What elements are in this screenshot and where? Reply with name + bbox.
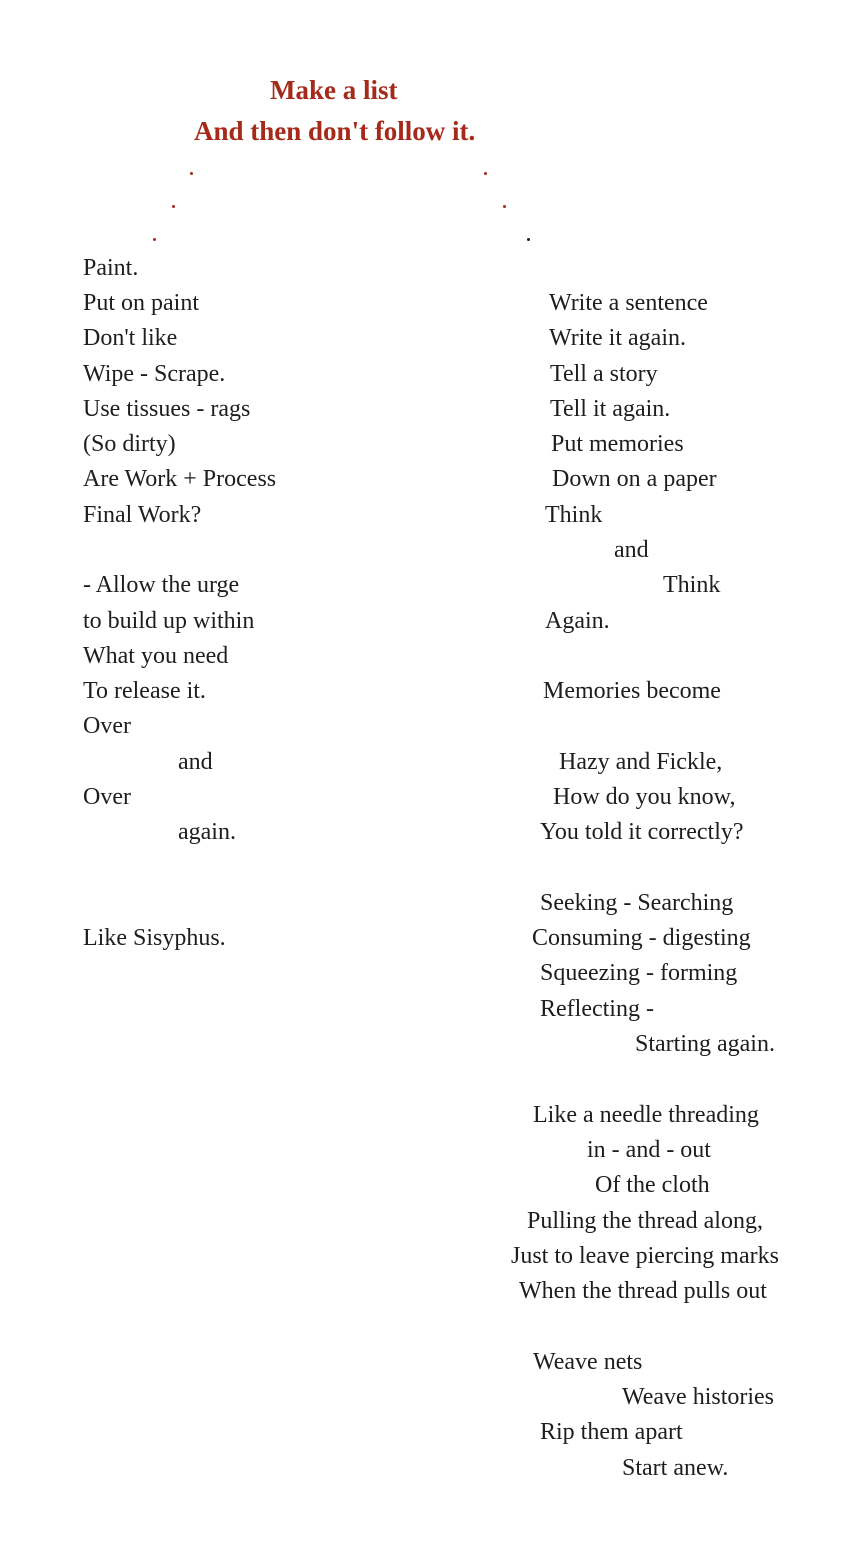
left-poem-line: Paint. (83, 255, 139, 281)
left-poem-line: Wipe - Scrape. (83, 361, 226, 387)
left-poem-line: and (178, 749, 213, 775)
right-poem-line: How do you know, (553, 784, 736, 810)
left-poem-line: Final Work? (83, 502, 202, 528)
decorative-dot (172, 205, 175, 208)
left-poem-line: Use tissues - rags (83, 396, 251, 422)
left-poem-line: To release it. (83, 678, 206, 704)
right-poem-line: Just to leave piercing marks (511, 1243, 779, 1269)
right-poem-line: in - and - out (587, 1137, 711, 1163)
left-poem-line: - Allow the urge (83, 572, 240, 598)
left-poem-line: to build up within (83, 608, 255, 634)
right-poem-line: Write it again. (549, 325, 686, 351)
right-poem-line: Tell it again. (550, 396, 671, 422)
decorative-dot (484, 172, 487, 175)
left-poem-line: again. (178, 819, 236, 845)
right-poem-line: Weave nets (533, 1349, 643, 1375)
right-poem-line: Tell a story (550, 361, 658, 387)
title-line-2: And then don't follow it. (194, 116, 476, 146)
right-poem-line: Put memories (551, 431, 684, 457)
right-poem-line: Seeking - Searching (540, 890, 734, 916)
left-poem-line: Are Work + Process (83, 466, 277, 492)
right-poem-line: Starting again. (635, 1031, 775, 1057)
right-poem-line: Again. (545, 608, 610, 634)
left-poem-line: (So dirty) (83, 431, 176, 457)
title-line-1: Make a list (270, 75, 398, 105)
right-poem-line: Reflecting - (540, 996, 654, 1022)
right-poem-line: Think (545, 502, 603, 528)
decorative-dot (153, 238, 156, 241)
left-poem-line: Over (83, 784, 131, 810)
right-poem-line: Memories become (543, 678, 721, 704)
right-poem-line: Down on a paper (552, 466, 717, 492)
left-poem-line: What you need (83, 643, 229, 669)
right-poem-line: Like a needle threading (533, 1102, 759, 1128)
right-poem-line: You told it correctly? (540, 819, 744, 845)
left-poem-line: Like Sisyphus. (83, 925, 226, 951)
right-poem-line: Of the cloth (595, 1172, 710, 1198)
decorative-dot (190, 172, 193, 175)
right-poem-line: When the thread pulls out (519, 1278, 767, 1304)
left-poem-line: Don't like (83, 325, 178, 351)
left-poem-line: Over (83, 713, 131, 739)
right-poem-line: Pulling the thread along, (527, 1208, 763, 1234)
decorative-dot (527, 238, 530, 241)
right-poem-line: Start anew. (622, 1455, 729, 1481)
right-poem-line: and (614, 537, 649, 563)
right-poem-line: Hazy and Fickle, (559, 749, 723, 775)
right-poem-line: Weave histories (622, 1384, 775, 1410)
right-poem-line: Write a sentence (549, 290, 708, 316)
decorative-dot (503, 205, 506, 208)
right-poem-line: Rip them apart (540, 1419, 683, 1445)
right-poem-line: Squeezing - forming (540, 960, 738, 986)
right-poem-line: Think (663, 572, 721, 598)
right-poem-line: Consuming - digesting (532, 925, 751, 951)
left-poem-line: Put on paint (83, 290, 200, 316)
